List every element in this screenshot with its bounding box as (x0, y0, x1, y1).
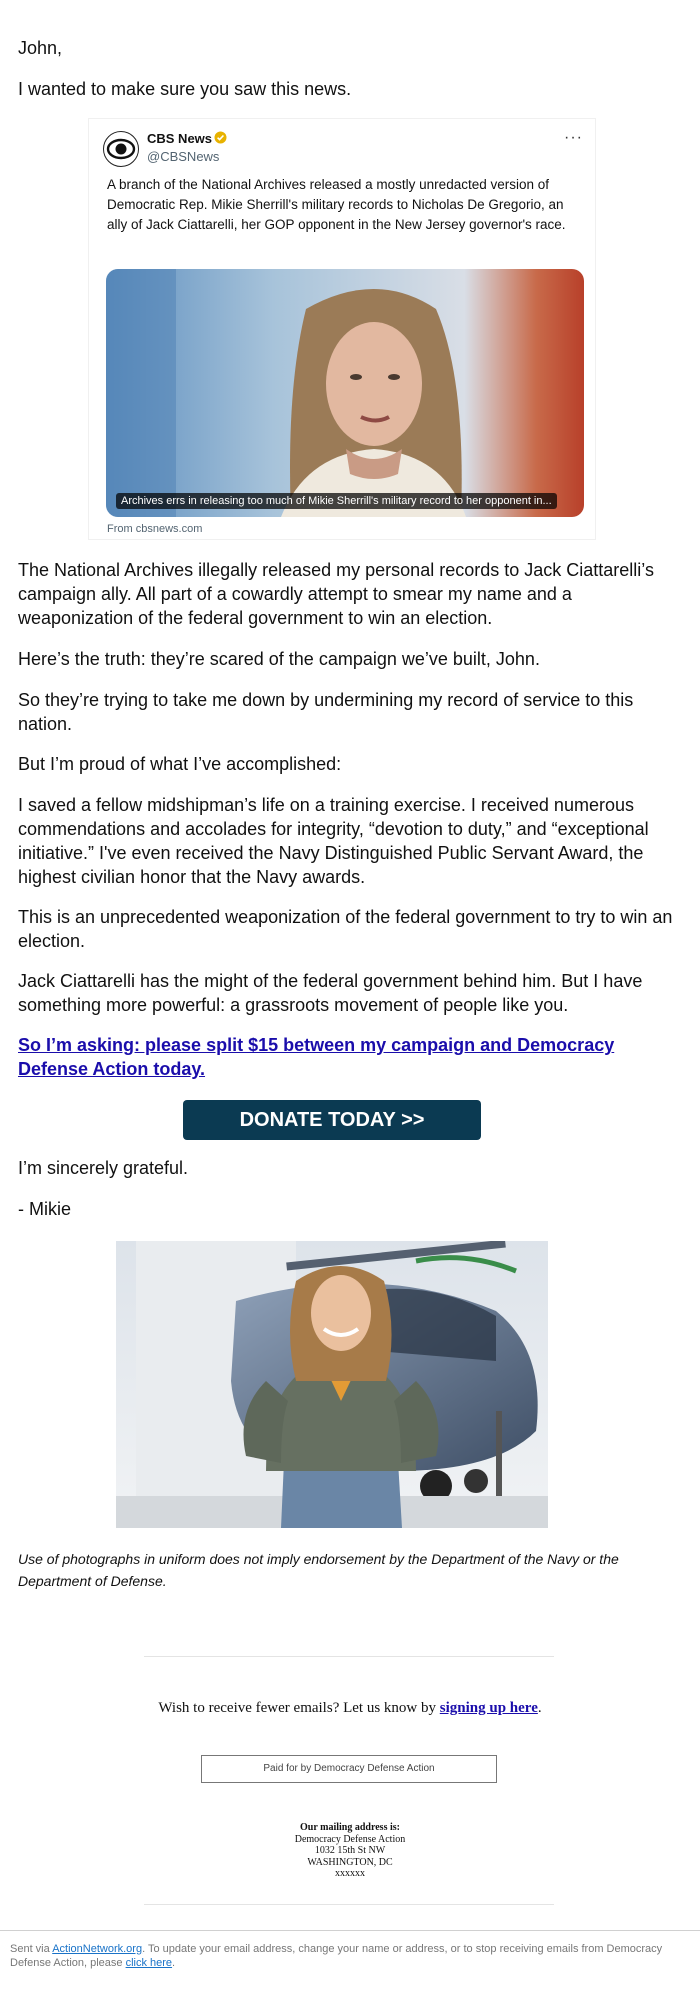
greeting: John, (18, 38, 63, 58)
paid-for-by-box: Paid for by Democracy Defense Action (201, 1755, 497, 1783)
mailing-address (0, 1822, 700, 1880)
tweet-account-name[interactable]: CBS News (147, 131, 213, 146)
tweet-source[interactable]: From cbsnews.com (107, 523, 203, 535)
footer-text (10, 1942, 690, 1970)
tweet-text: A branch of the National Archives released a mostly unredacted version of Democratic Rep. Mikie Sherrill's military records to Nicholas De Gregorio, an ally of Jack Ciattarelli, her GOP opponent in the New Jersey governor's race. (107, 177, 566, 232)
fewer-emails-suffix: . (537, 1700, 542, 1716)
footer-divider (0, 1930, 700, 1931)
mailing-zip: xxxxxx (335, 1868, 365, 1879)
intro-text: I wanted to make sure you saw this news. (18, 79, 352, 99)
cbs-logo-icon (103, 131, 139, 167)
tweet-media-image[interactable] (106, 269, 584, 517)
signoff: - Mikie (18, 1199, 71, 1219)
paragraph-truth: Here’s the truth: they’re scared of the campaign we’ve built, John. (18, 649, 540, 669)
donation-ask-link[interactable]: So I’m asking: please split $15 between my campaign and Democracy Defense Action today. (18, 1035, 615, 1079)
signing-up-link[interactable]: signing up here (439, 1700, 538, 1716)
embedded-tweet[interactable] (88, 118, 596, 540)
fewer-emails-text (0, 1700, 700, 1717)
uniform-disclaimer: Use of photographs in uniform does not imply endorsement by the Department of the Navy or the Department of Defense. (18, 1551, 619, 1589)
media-caption: Archives errs in releasing too much of Mikie Sherrill's military record to her opponent in... (116, 493, 557, 509)
tweet-handle[interactable]: @CBSNews (147, 149, 220, 164)
mailing-heading: Our mailing address is: (300, 1822, 400, 1833)
paragraph-grassroots: Jack Ciattarelli has the might of the federal government behind him. But I have something more powerful: a grassroots movement of people like you. (18, 971, 643, 1015)
mailing-street: 1032 15th St NW (314, 1845, 386, 1856)
click-here-link[interactable]: click here (125, 1957, 173, 1969)
footer-middle: . To update your email address, change your name or address, or to stop receiving emails from Democracy Defense Action, please (10, 1943, 663, 1969)
divider-bottom (144, 1904, 554, 1905)
paragraph-records: The National Archives illegally released my personal records to Jack Ciattarelli’s campaign ally. All part of a cowardly attempt to smear my name and a weaponization of the federal government to win an election. (18, 560, 654, 628)
mailing-org: Democracy Defense Action (294, 1833, 406, 1845)
paragraph-accomplishments: I saved a fellow midshipman’s life on a training exercise. I received numerous commendations and accolades for integrity, “devotion to duty,” and “exceptional initiative.” I've even received the Navy Distinguished Public Servant Award, the highest civilian honor that the Navy awards. (18, 795, 649, 887)
footer-suffix: . (172, 1957, 176, 1969)
actionnetwork-link[interactable]: ActionNetwork.org (52, 1943, 143, 1955)
divider-top (144, 1656, 554, 1657)
donate-button[interactable]: DONATE TODAY >> (183, 1100, 481, 1140)
paragraph-proud: But I’m proud of what I’ve accomplished: (18, 754, 342, 774)
mailing-city: WASHINGTON, DC (307, 1856, 393, 1868)
footer-prefix: Sent via (10, 1943, 53, 1955)
candidate-photo (116, 1241, 548, 1528)
more-options-icon[interactable]: ··· (564, 129, 583, 146)
fewer-emails-prefix: Wish to receive fewer emails? Let us know by (158, 1700, 440, 1716)
paragraph-undermining: So they’re trying to take me down by undermining my record of service to this nation. (18, 690, 634, 734)
closing-grateful: I’m sincerely grateful. (18, 1158, 189, 1178)
paragraph-weaponization: This is an unprecedented weaponization of the federal government to try to win an election. (18, 907, 673, 951)
verified-badge-icon (214, 131, 227, 144)
